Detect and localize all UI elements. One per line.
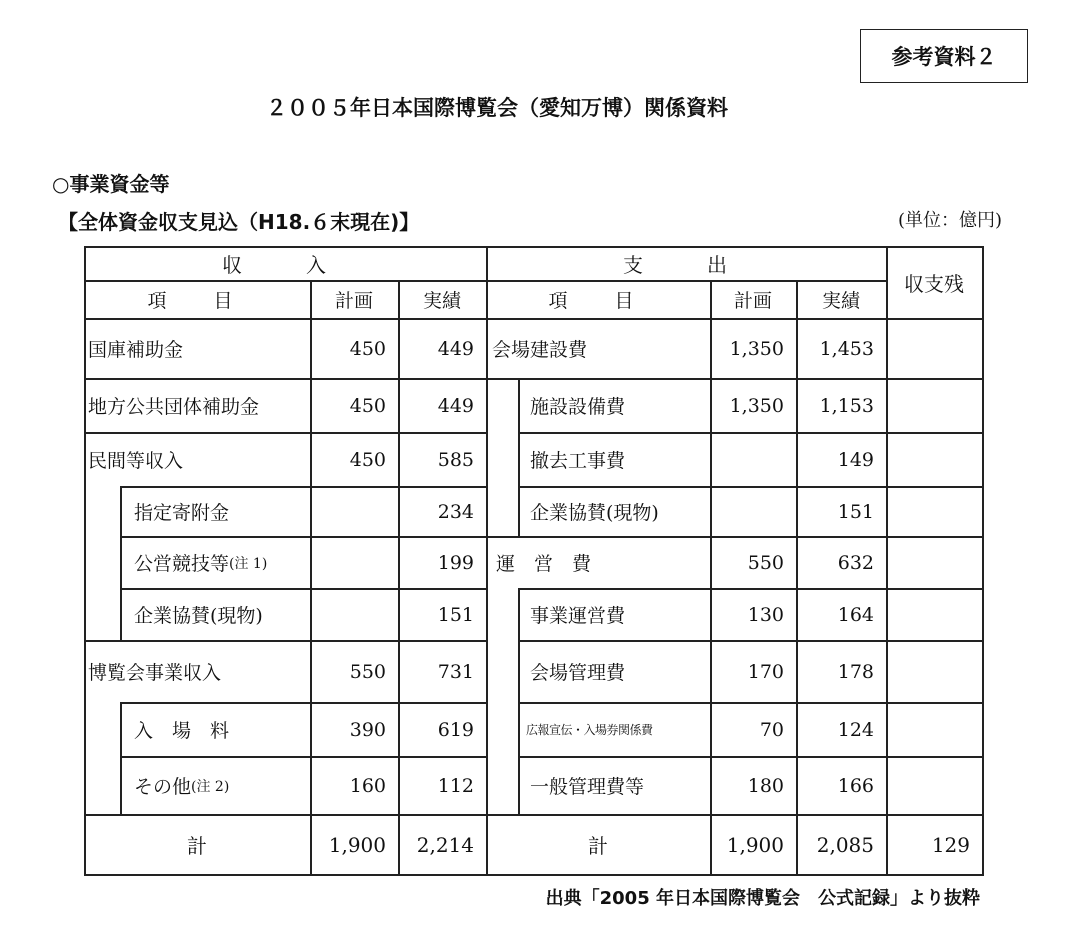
expense-row-label: 一般管理費等 [530, 776, 645, 798]
income-row-plan [310, 589, 398, 640]
income-row-label-with-note [134, 757, 308, 814]
expense-row-label: 会場建設費 [492, 339, 588, 361]
income-item-header: 項 目 [147, 290, 247, 312]
balance-total: 129 [931, 832, 970, 857]
income-row-actual: 151 [437, 603, 474, 626]
expense-row-label: 施設設備費 [530, 396, 626, 418]
expense-row-actual: 1,453 [819, 337, 874, 360]
income-row-actual: 585 [437, 448, 474, 471]
footnote-ref: (注 2) [191, 778, 230, 795]
expense-row-actual: 178 [837, 660, 874, 683]
expense-total-actual: 2,085 [816, 832, 874, 857]
income-row-plan: 450 [349, 448, 386, 471]
income-row-label: 企業協賛(現物) [134, 605, 263, 627]
expense-row-actual: 151 [837, 500, 874, 523]
source-citation: 出典「2005 年日本国際博覧会 公式記録」より抜粋 [545, 888, 980, 909]
expense-row-plan: 1,350 [729, 337, 784, 360]
income-row-plan [310, 487, 398, 536]
income-row-plan: 450 [349, 337, 386, 360]
income-row-plan: 160 [349, 774, 386, 797]
expense-row-actual: 124 [837, 718, 874, 741]
income-row-actual: 449 [437, 337, 474, 360]
income-total-plan: 1,900 [328, 832, 386, 857]
income-row-actual: 234 [437, 500, 474, 523]
income-row-label-with-note [134, 537, 308, 588]
expense-row-plan: 170 [747, 660, 784, 683]
expense-total-label: 計 [588, 834, 608, 858]
expense-header: 支 出 [623, 253, 749, 277]
income-row-actual: 731 [437, 660, 474, 683]
expense-total-plan: 1,900 [726, 832, 784, 857]
expense-row-label: 企業協賛(現物) [530, 502, 659, 524]
expense-actual-header: 実績 [821, 290, 860, 312]
expense-row-plan: 1,350 [729, 394, 784, 417]
footnote-ref: (注 1) [229, 555, 268, 572]
expense-row-actual: 632 [837, 551, 874, 574]
expense-row-plan: 130 [747, 603, 784, 626]
income-header: 収 入 [222, 253, 348, 277]
income-row-plan: 390 [349, 718, 386, 741]
document-title: ２００５年日本国際博覧会（愛知万博）関係資料 [266, 96, 728, 120]
income-total-label: 計 [187, 834, 207, 858]
expense-row-plan: 550 [747, 551, 784, 574]
expense-row-actual: 1,153 [819, 394, 874, 417]
income-row-label: 地方公共団体補助金 [88, 396, 260, 418]
expense-row-label: 事業運営費 [530, 605, 626, 627]
expense-row-plan: 180 [747, 774, 784, 797]
income-row-label: 民間等収入 [88, 450, 184, 472]
income-row-plan [310, 537, 398, 588]
income-row-plan: 550 [349, 660, 386, 683]
income-row-label: 国庫補助金 [88, 339, 184, 361]
income-plan-header: 計画 [334, 290, 373, 312]
income-row-label: 入 場 料 [134, 720, 230, 742]
income-row-actual: 619 [437, 718, 474, 741]
expense-row-actual: 164 [837, 603, 874, 626]
income-row-label: その他 [134, 776, 192, 798]
income-row-label: 公営競技等 [134, 553, 230, 575]
balance-header: 収支残 [904, 272, 964, 296]
sub-heading: 【全体資金収支見込（H18.６末現在)】 [58, 210, 420, 234]
income-row-actual: 449 [437, 394, 474, 417]
income-row-actual: 112 [437, 774, 474, 797]
expense-item-header: 項 目 [548, 290, 648, 312]
income-row-label: 指定寄附金 [134, 502, 230, 524]
expense-row-label: 会場管理費 [530, 662, 626, 684]
expense-row-label: 広報宣伝・入場券関係費 [526, 723, 653, 737]
expense-row-plan: 70 [759, 718, 784, 741]
expense-row-plan [710, 433, 796, 486]
expense-row-actual: 166 [837, 774, 874, 797]
expense-plan-header: 計画 [733, 290, 772, 312]
expense-row-plan [710, 487, 796, 536]
expense-row-label: 撤去工事費 [530, 450, 626, 472]
expense-row-label: 運 営 費 [496, 553, 592, 575]
income-row-label: 博覧会事業収入 [88, 662, 222, 684]
income-total-actual: 2,214 [416, 832, 474, 857]
reference-label: 参考資料２ [860, 29, 1028, 83]
income-actual-header: 実績 [422, 290, 461, 312]
expense-row-actual: 149 [837, 448, 874, 471]
income-row-actual: 199 [437, 551, 474, 574]
section-heading: ○事業資金等 [52, 172, 170, 196]
unit-label: (単位：億円) [897, 210, 1002, 231]
income-row-plan: 450 [349, 394, 386, 417]
